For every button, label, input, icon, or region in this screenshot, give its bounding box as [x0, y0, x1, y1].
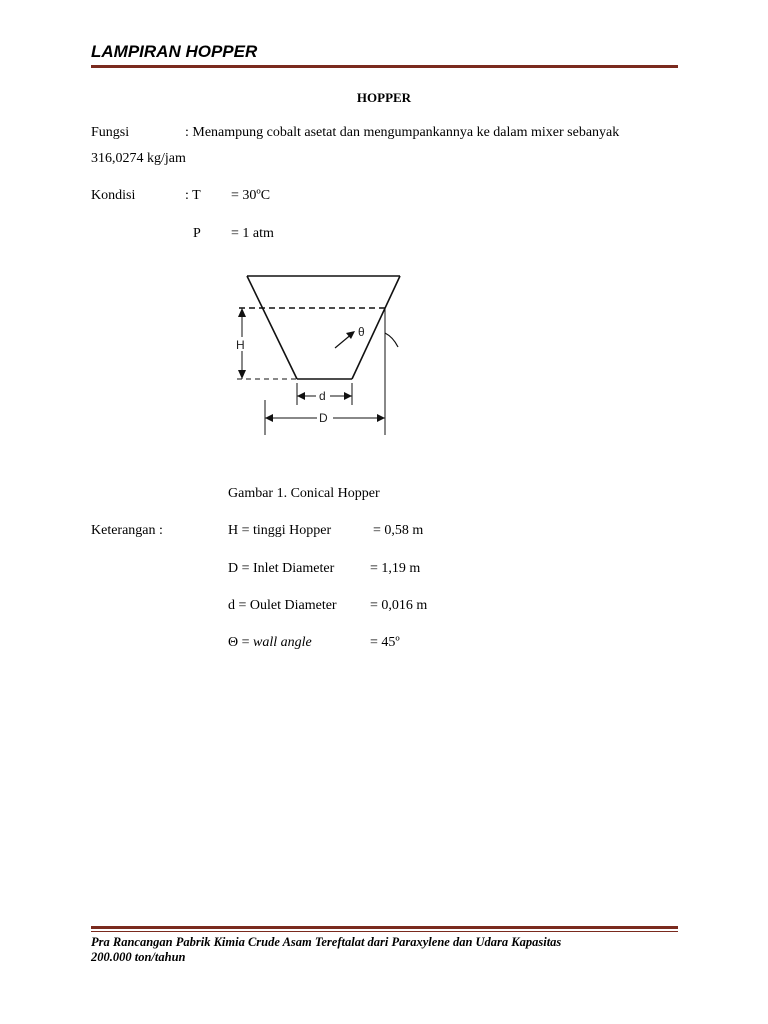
keterangan-angle-row [228, 635, 312, 651]
d-label: d [319, 389, 326, 403]
footer-rule [91, 926, 678, 929]
wall-angle-term: wall angle [253, 635, 312, 650]
footer-line-1: Pra Rancangan Pabrik Kimia Crude Asam Tereftalat dari Paraxylene dan Udara Kapasitas [91, 935, 562, 949]
fungsi-text: : Menampung cobalt asetat dan mengumpankannya ke dalam mixer sebanyak [185, 125, 620, 140]
footer-rule-thin [91, 931, 678, 932]
footer-line-2: 200.000 ton/tahun [91, 950, 186, 964]
wall-angle-value: = 45º [370, 635, 400, 650]
kondisi-t-value: = 30ºC [231, 188, 271, 203]
keterangan-term-h: H = tinggi Hopper [228, 523, 332, 538]
H-label: H [236, 338, 245, 352]
figure-caption: Gambar 1. Conical Hopper [228, 486, 380, 501]
theta-symbol: Θ = [228, 635, 250, 650]
keterangan-label: Keterangan : [91, 523, 163, 538]
fungsi-label: Fungsi [91, 125, 130, 140]
keterangan-value-h: = 0,58 m [373, 523, 424, 538]
section-title: HOPPER [356, 90, 412, 105]
keterangan-term-d: d = Oulet Diameter [228, 598, 337, 613]
keterangan-value-d: = 0,016 m [370, 598, 428, 613]
footer-text [91, 935, 678, 965]
kondisi-t-label: : T [185, 188, 201, 203]
kondisi-p-label: P [193, 226, 201, 241]
theta-label: θ [358, 325, 365, 339]
keterangan-term-D: D = Inlet Diameter [228, 561, 335, 576]
hopper-left-wall [247, 276, 297, 379]
page-header-title: LAMPIRAN HOPPER [91, 42, 258, 61]
kondisi-label: Kondisi [91, 188, 136, 203]
conical-hopper-diagram [225, 265, 415, 445]
header-rule [91, 65, 678, 68]
keterangan-value-D: = 1,19 m [370, 561, 421, 576]
kondisi-p-value: = 1 atm [231, 226, 274, 241]
D-label: D [319, 411, 328, 425]
fungsi-text-continued: 316,0274 kg/jam [91, 151, 186, 166]
